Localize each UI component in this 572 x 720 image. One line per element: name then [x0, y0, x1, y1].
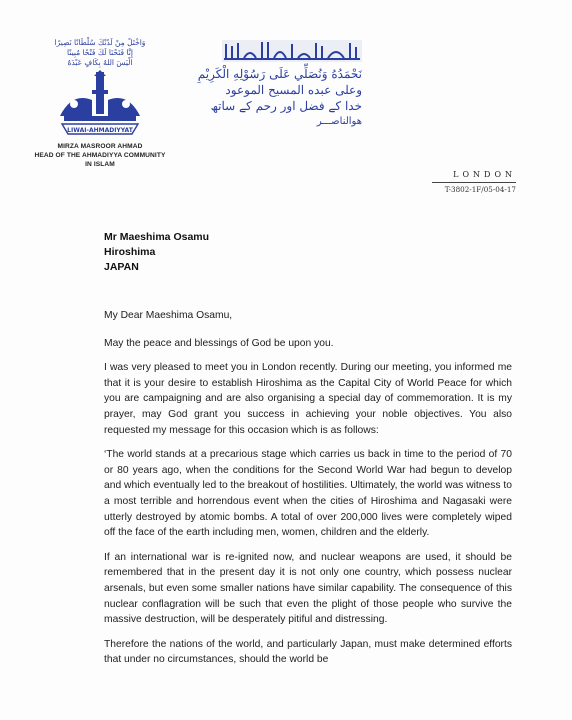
paragraph: Therefore the nations of the world, and particularly Japan, must make determined efforts that under no circumstances, should the world be — [104, 638, 512, 666]
addressee-name: Mr Maeshima Osamu — [104, 231, 210, 243]
emblem-arabic-text: وَاخْتَلْ مِنْ لَدُنْكَ سُلْطَانًا نَصِيرًا إِنَّا فَتَحْنَا لَكَ فَتْحًا مُبِينًا الْيَسَ اللهُ بِكَافٍ عَبْدَهُ — [54, 38, 146, 67]
salutation: My Dear Maeshima Osamu, — [104, 310, 233, 321]
bismillah-calligraphy-icon — [222, 40, 362, 62]
paragraph: May the peace and blessings of God be upon you. — [104, 337, 334, 349]
sender-title: MIRZA MASROOR AHMAD HEAD OF THE AHMADIYYA COMMUNITY IN ISLAM — [34, 143, 166, 168]
header-line-3: خدا کے فضل اور رحم کے ساتھ — [210, 99, 362, 113]
header-line-2: وعلى عبده المسيح الموعود — [225, 83, 362, 97]
ahmadiyya-emblem — [40, 38, 160, 140]
paragraph: If an international war is re-ignited now, and nuclear weapons are used, it should be remembered that in the present day it is not only one country, which possess nuclear arsenals, but even some smaller nations have similar capability. The consequence of this nuclear conflagration will be such that even the plight of those people who survive the massive destruction, will be desperately pitiful and distressing. — [104, 551, 512, 626]
header-line-4: هوالناصـــر — [316, 116, 362, 127]
divider — [432, 182, 516, 183]
arabic-header — [197, 40, 362, 130]
paragraph: I was very pleased to meet you in London recently. During our meeting, you informed me that it is your desire to establish Hiroshima as the Capital City of World Peace for which you are campaigning and are also organising a special day of commemoration. It is my prayer, may God grant you success in achieving your noble objectives. You also requested my message for this occasion which is as follows: — [104, 362, 512, 436]
letter-body — [104, 308, 512, 677]
paragraph: ‘The world stands at a precarious stage which carries us back in time to the period of 70 or 80 years ago, when the conditions for the Second World War had begun to develop and which eventually led to the breakout of hostilities. Ultimately, the world was witness to a most terrible and horrendous event when the cities of Hiroshima and Nagasaki were utterly destroyed by atomic bombs. A total of over 200,000 lives were completely wiped off the face of the earth including men, women, children and the elderly. — [104, 449, 512, 539]
addressee — [104, 230, 209, 275]
minaret-emblem-icon — [52, 70, 148, 140]
city-label: LONDON — [453, 170, 516, 179]
header-line-1: نَحْمَدُهُ وَنُصَلِّي عَلَى رَسُوْلِهِ الْكَرِيْمِ — [197, 67, 362, 81]
reference-number: T-3802-1F/05-04-17 — [444, 185, 516, 194]
addressee-country: JAPAN — [104, 261, 139, 273]
addressee-city: Hiroshima — [104, 246, 156, 258]
emblem-banner-text: LIWAI-AHMADIYYAT — [67, 127, 133, 134]
location-block — [432, 170, 516, 194]
